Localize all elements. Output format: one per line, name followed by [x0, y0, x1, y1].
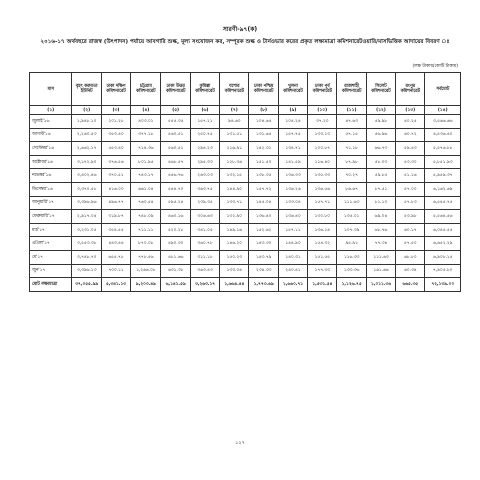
value-cell: ১৩১.৫১ [220, 128, 249, 142]
value-cell: ৩,১৭২.৯০ [72, 155, 101, 169]
column-header: সিলেট কমিশনারেট [366, 73, 395, 106]
value-cell: ৭১১.১১ [131, 223, 161, 237]
value-cell: ৩,৭৪৮.৭০ [72, 250, 101, 264]
value-cell: ৩৫৪.৫৫ [101, 223, 130, 237]
column-header: যশোর কমিশনারেট [220, 73, 249, 106]
total-cell: ৬,৬৫২.২৯ [425, 237, 461, 251]
value-cell: ৩৫৩.৪০ [101, 128, 130, 142]
table-subtitle: ২০১৬-১৭ অর্থবছরে রাজস্ব (উৎপাদন) পর্যায়ে আবগারি শুল্ক, মূল্য সংযোজন কর, সম্পূরক শুল্ক ও টার্নওভার করের প্রকৃত লক্ষ্যমাত্রা কমিশনারেটওয়ারি/মাসভিত্তিক আদায়ের বিবরণ ঃ [40, 39, 450, 45]
value-cell: ৭৭.৩৪ [366, 237, 395, 251]
value-cell: ১,০১১.৩৬ [366, 278, 395, 292]
column-number: (৩) [101, 106, 130, 115]
value-cell: ৩৪১.০৫ [190, 223, 219, 237]
value-cell: ১৩২.৯০ [220, 210, 249, 224]
value-cell: ৬৬.৭৩ [366, 142, 395, 156]
value-cell: ৪১৬.০০ [101, 182, 130, 196]
value-cell: ৬,১৪১.৫৯ [161, 278, 190, 292]
value-cell: ৫৯৫.২৪ [161, 196, 190, 210]
month-cell: সেপ্টেম্বর'১৬ [30, 142, 72, 156]
value-cell: ১৩৩.৭১ [220, 196, 249, 210]
total-cell: ৬,৯০৮.১৫ [425, 250, 461, 264]
value-cell: ২৫০.৭৫ [190, 128, 219, 142]
value-cell: ১৫০.২৩ [220, 250, 249, 264]
value-cell: ১,৬৬৪.৪৪ [220, 278, 249, 292]
value-cell: ১৩৫.০১ [337, 210, 366, 224]
total-cell: ৫,৮৫১.৯৩ [425, 155, 461, 169]
value-cell: ৬০.১৭ [396, 223, 425, 237]
value-cell: ১৭৭.৩৩ [308, 264, 337, 278]
month-cell: এপ্রিল'১৭ [30, 237, 72, 251]
column-header: কুমিল্লা কমিশনারেট [190, 73, 219, 106]
value-cell: ২৩৪.৩৩ [249, 264, 278, 278]
value-cell: ১৫১.৫৫ [308, 250, 337, 264]
value-cell: ৫৪৪.৭০ [161, 182, 190, 196]
month-column-header: মাস [30, 73, 72, 106]
value-cell: ৩৭,০৫৫.৯৯ [72, 278, 101, 292]
value-cell: ৫৩.৯৮ [396, 210, 425, 224]
value-cell: ১৪১.৫৯ [278, 155, 307, 169]
value-cell: ৫৯.৮৫ [366, 169, 395, 183]
value-cell: ১৫৪.৩২ [308, 237, 337, 251]
value-cell: ৫৮.০৩ [366, 155, 395, 169]
value-cell: ১১৬.৪০ [308, 155, 337, 169]
header-row [30, 73, 461, 106]
value-cell: ১১১.৬৩ [337, 196, 366, 210]
table-row [30, 237, 461, 251]
value-cell: ১৩৬.৪০ [249, 210, 278, 224]
column-header: ঢাকা পূর্ব কমিশনারেট [308, 73, 337, 106]
value-cell: ১৫৭.২১ [190, 115, 219, 129]
value-cell: ১১১.৬৩ [366, 250, 395, 264]
column-number: (৬) [190, 106, 219, 115]
value-cell: ৪৬০.১৬ [161, 210, 190, 224]
total-row [30, 278, 461, 292]
value-cell: ১৫৭.৭২ [249, 182, 278, 196]
column-number: (১২) [366, 106, 395, 115]
total-cell: ৫,৫৭৬.৮৮ [425, 142, 461, 156]
value-cell: ১৩৪.৭১ [278, 142, 307, 156]
table-row [30, 264, 461, 278]
value-cell: ২৯৫.৩৩ [190, 155, 219, 169]
value-cell: ১৫৩.৭৯ [249, 250, 278, 264]
value-cell: ১৪২.৩১ [249, 142, 278, 156]
table-row [30, 115, 461, 129]
value-cell: ৭৪৮.০৯ [131, 210, 161, 224]
value-cell: ৪৪৩.৪৪ [101, 237, 130, 251]
month-cell: ফেব্রুয়ারি'১৭ [30, 210, 72, 224]
value-cell: ৩০৬.৬৩ [190, 210, 219, 224]
value-cell: ১৩০.৮০ [308, 210, 337, 224]
month-cell: জুন'১৭ [30, 264, 72, 278]
value-cell: ৬৮.৮০ [396, 250, 425, 264]
column-number: (১) [30, 106, 72, 115]
column-header: বৃহৎ করদাতা ইউনিট [72, 73, 101, 106]
value-cell: ৬৮.৭৬ [366, 223, 395, 237]
value-cell: ৪৮১.৬৬ [161, 250, 190, 264]
value-cell: ২৬৩.০৩ [190, 169, 219, 183]
value-cell: ৭১.১৮ [337, 142, 366, 156]
value-cell: ৫৭.১৫ [337, 128, 366, 142]
value-cell: ৬৩১.৩৮ [161, 264, 190, 278]
value-cell: ১০৪.৬৫ [249, 115, 278, 129]
value-cell: ২০১.২৮ [101, 115, 130, 129]
value-cell: ১,৭৭৩.৬৯ [249, 278, 278, 292]
table-row [30, 210, 461, 224]
value-cell: ৯৫.৯১ [337, 237, 366, 251]
month-cell: মে'১৭ [30, 250, 72, 264]
table-row [30, 196, 461, 210]
column-number: (৪) [131, 106, 161, 115]
value-cell: ৩,৫৫৩.৩৮ [72, 237, 101, 251]
value-cell: ৫১.১৬ [396, 169, 425, 183]
value-cell: ১০৪.২৪ [278, 115, 307, 129]
value-cell: ১০০.৮৭ [308, 142, 337, 156]
column-header: রাজশাহী কমিশনারেট [337, 73, 366, 106]
value-cell: ১৩৬.১৪ [308, 223, 337, 237]
value-cell: ১৪৬.২০ [220, 237, 249, 251]
value-cell: ২,৯১৭.০৪ [72, 210, 101, 224]
value-cell: ৪৭.৬৩ [337, 115, 366, 129]
total-cell: ৬,০৪৫.৫৫ [425, 223, 461, 237]
value-cell: ৮১.১০ [366, 196, 395, 210]
value-cell: ১৩৬.৪০ [278, 210, 307, 224]
value-cell: ১৩৬.৫৬ [308, 182, 337, 196]
value-cell: ৮৭০.০৮ [131, 237, 161, 251]
value-cell: ৯৪.৬০ [220, 115, 249, 129]
column-header: সর্বমোট [425, 73, 461, 106]
value-cell: ৩৬৩.৪৩ [190, 264, 219, 278]
value-cell: ১৩৫.৩৩ [308, 169, 337, 183]
total-cell: ৩,৫৬৬.৬৬ [425, 115, 461, 129]
value-cell: ১২৮.৩৬ [220, 155, 249, 169]
column-number: (৭) [220, 106, 249, 115]
month-cell: মার্চ'১৭ [30, 223, 72, 237]
value-cell: ৫৭.০০ [396, 182, 425, 196]
value-cell: ৫৫৫.৩৫ [161, 115, 190, 129]
total-cell: ৫,৫৬৪.৫৬ [425, 210, 461, 224]
value-cell: ৩৭.২০ [308, 115, 337, 129]
column-number: (১০) [308, 106, 337, 115]
value-cell: ১৪৪.৯০ [220, 182, 249, 196]
value-cell: ১৩৩.০৪ [278, 196, 307, 210]
value-cell: ৩১১.১৮ [190, 250, 219, 264]
month-cell: জানুয়ারি'১৭ [30, 196, 72, 210]
value-cell: ৪৯৬.৭৭ [101, 196, 130, 210]
value-cell: ২৯৪.২৩ [190, 142, 219, 156]
value-cell: ৩,৩৭০.৫৮ [72, 182, 101, 196]
value-cell: ৫২০.২৮ [161, 223, 190, 237]
column-number: (১১) [337, 106, 366, 115]
column-number: (১৪) [425, 106, 461, 115]
total-cell: ৭২,১৩৯.০০ [425, 278, 461, 292]
value-cell: ৭৬০.৫৪ [131, 196, 161, 210]
value-cell: ৭৪৩.১৭ [131, 169, 161, 183]
value-cell: ১৩৮.৩৫ [249, 169, 278, 183]
value-cell: ৬০.৭২ [396, 128, 425, 142]
value-cell: ১৩৩.১৩ [308, 128, 337, 142]
column-header: ঢাকা দক্ষিণ কমিশনারেট [101, 73, 130, 106]
column-header: খুলনা কমিশনারেট [278, 73, 307, 106]
value-cell: ৯,২০৩.৪৯ [131, 278, 161, 292]
unit-note: (লক্ষ টাকায়/কোটি টাকায়) [412, 64, 458, 69]
value-cell: ১৩৩.০৪ [220, 264, 249, 278]
total-cell: ৪,৫৩৬.৪০ [425, 128, 461, 142]
value-cell: ১৫২.৬২ [249, 223, 278, 237]
value-cell: ৪০.২৫ [396, 115, 425, 129]
value-cell: ৪৫৬.৭৬ [161, 169, 190, 183]
value-cell: ১,৯৪৮.১০ [72, 115, 101, 129]
total-cell: ৫,৯৫৯.৩৭ [425, 169, 461, 183]
column-header: ঢাকা পশ্চিম কমিশনারেট [249, 73, 278, 106]
value-cell: ১৪৫.০৪ [249, 196, 278, 210]
value-cell: ১৪৪.৯০ [278, 237, 307, 251]
value-cell: ২,২৬০.৫৩ [72, 128, 101, 142]
column-header: চট্টগ্রাম কমিশনারেট [131, 73, 161, 106]
value-cell: ৭০.২৭ [337, 169, 366, 183]
table-row [30, 223, 461, 237]
value-cell: ১৫৭.৭৫ [278, 128, 307, 142]
value-cell: ৬০.৩৪ [396, 264, 425, 278]
value-cell: ৮৭.৫১ [366, 182, 395, 196]
value-cell: ৩৭০.৫১ [101, 169, 130, 183]
value-cell: ২৩৯.৩৫ [190, 196, 219, 210]
table-row [30, 155, 461, 169]
value-cell: ১৩১.৬৫ [249, 128, 278, 142]
table-row [30, 250, 461, 264]
value-cell: ৩,৩৯৬.৯৬ [72, 196, 101, 210]
value-cell: ১৫১.৫০ [249, 155, 278, 169]
value-cell: ১,২৬৬.০৮ [131, 264, 161, 278]
page-number: ১২৭ [235, 440, 245, 446]
column-header: রংপুর কমিশনারেট [396, 73, 425, 106]
value-cell: ৩,২৩১.০৫ [72, 223, 101, 237]
table-row [30, 142, 461, 156]
total-cell: ৭,৯০৫.৮০ [425, 264, 461, 278]
column-header: ঢাকা উত্তর কমিশনারেট [161, 73, 190, 106]
value-cell: ৩১৯.৮৭ [101, 210, 130, 224]
month-cell: ডিসেম্বর'১৬ [30, 182, 72, 196]
value-cell: ১৩৬.২৬ [278, 182, 307, 196]
value-cell: ৫৬০.৫১ [161, 128, 190, 142]
column-number: (৯) [278, 106, 307, 115]
value-cell: ৩৬৩.৭৫ [190, 182, 219, 196]
value-cell: ১০৭.৩৯ [337, 223, 366, 237]
value-cell: ৩৬০.৭৮ [190, 237, 219, 251]
value-cell: ২১৬.৯১ [220, 142, 249, 156]
value-cell: ৫৭.৫০ [396, 237, 425, 251]
column-number: (১৩) [396, 106, 425, 115]
value-cell: ২৪০.৪১ [278, 264, 307, 278]
value-cell: ১৪০.৩১ [278, 250, 307, 264]
value-cell: ৫,৩৪১.১৩ [101, 278, 130, 292]
value-cell: ৮০১.৯৫ [131, 155, 161, 169]
value-cell: ৩,৩৯৬.১৩ [72, 264, 101, 278]
value-cell: ২,৬৬২.১৭ [72, 142, 101, 156]
value-cell: ৩,৪০২.৪৬ [72, 169, 101, 183]
value-cell: ৫৩.৩০ [396, 155, 425, 169]
value-cell: ৩৭৭.১৮ [131, 128, 161, 142]
value-cell: ৬৬১.০৪ [131, 182, 161, 196]
month-cell: অক্টোবর'১৬ [30, 155, 72, 169]
table-title: সারণী-৯৭(ক) [222, 26, 258, 33]
column-number: (৫) [161, 106, 190, 115]
value-cell: ৫৬.৯৬ [366, 128, 395, 142]
month-cell: নভেম্বর'১৬ [30, 169, 72, 183]
value-cell: ১৬১.৬৬ [366, 264, 395, 278]
value-cell: ১৪৩.৩০ [249, 237, 278, 251]
total-cell: ৬,৫৪৫.৭৫ [425, 196, 461, 210]
table-row [30, 169, 461, 183]
table-body [30, 115, 461, 292]
value-cell: ১৩৬.৩৩ [278, 169, 307, 183]
value-cell: ৬৬৫.৩৫ [396, 278, 425, 292]
value-cell: ৭০০.১১ [101, 264, 130, 278]
value-cell: ৫৯.৪৩ [396, 142, 425, 156]
value-cell: ৮৭.৯৮ [337, 155, 366, 169]
value-cell: ৩৭৬.৫৬ [101, 155, 130, 169]
value-cell: ১৩২.১৫ [220, 169, 249, 183]
value-cell: ১,১২৬.৭৫ [337, 278, 366, 292]
revenue-table [29, 72, 461, 292]
value-cell: ১৩৩.৩৬ [337, 264, 366, 278]
value-cell: ১,৫৩১.৫৪ [308, 278, 337, 292]
table-row [30, 128, 461, 142]
value-cell: ৭১৪.৩৬ [131, 142, 161, 156]
value-cell: ১১৬.৩৩ [337, 250, 366, 264]
month-cell: মোট লক্ষ্যমাত্রা [30, 278, 72, 292]
total-cell: ৬,১৬২.৬৯ [425, 182, 461, 196]
value-cell: ১৪৯.১৬ [220, 223, 249, 237]
value-cell: ৬৯.০৪ [366, 210, 395, 224]
value-cell: ৫৬০.৫১ [161, 142, 190, 156]
value-cell: ৭৭৮.৫৬ [131, 250, 161, 264]
month-cell: জুলাই'১৬ [30, 115, 72, 129]
value-cell: ৪৬৮.৫৭ [161, 155, 190, 169]
column-number: (৮) [249, 106, 278, 115]
value-cell: ৬৫৫.৭৮ [101, 250, 130, 264]
value-cell: ১,৬৬০.৭১ [278, 278, 307, 292]
value-cell: ৪০৩.০১ [131, 115, 161, 129]
value-cell: ৩,২৬৩.১৭ [190, 278, 219, 292]
value-cell: ১৫৭.৭১ [308, 196, 337, 210]
value-cell: ১৫৭.১১ [278, 223, 307, 237]
month-cell: আগস্ট'১৬ [30, 128, 72, 142]
value-cell: ৫৯.৯৮ [366, 115, 395, 129]
column-number: (২) [72, 106, 101, 115]
value-cell: ৮৬.৬৭ [337, 182, 366, 196]
column-number-row [30, 106, 461, 115]
value-cell: ৫৭.৮৩ [396, 196, 425, 210]
value-cell: ৫৫৩.৪০ [101, 142, 130, 156]
table-row [30, 182, 461, 196]
value-cell: ৪৯০.৩০ [161, 237, 190, 251]
